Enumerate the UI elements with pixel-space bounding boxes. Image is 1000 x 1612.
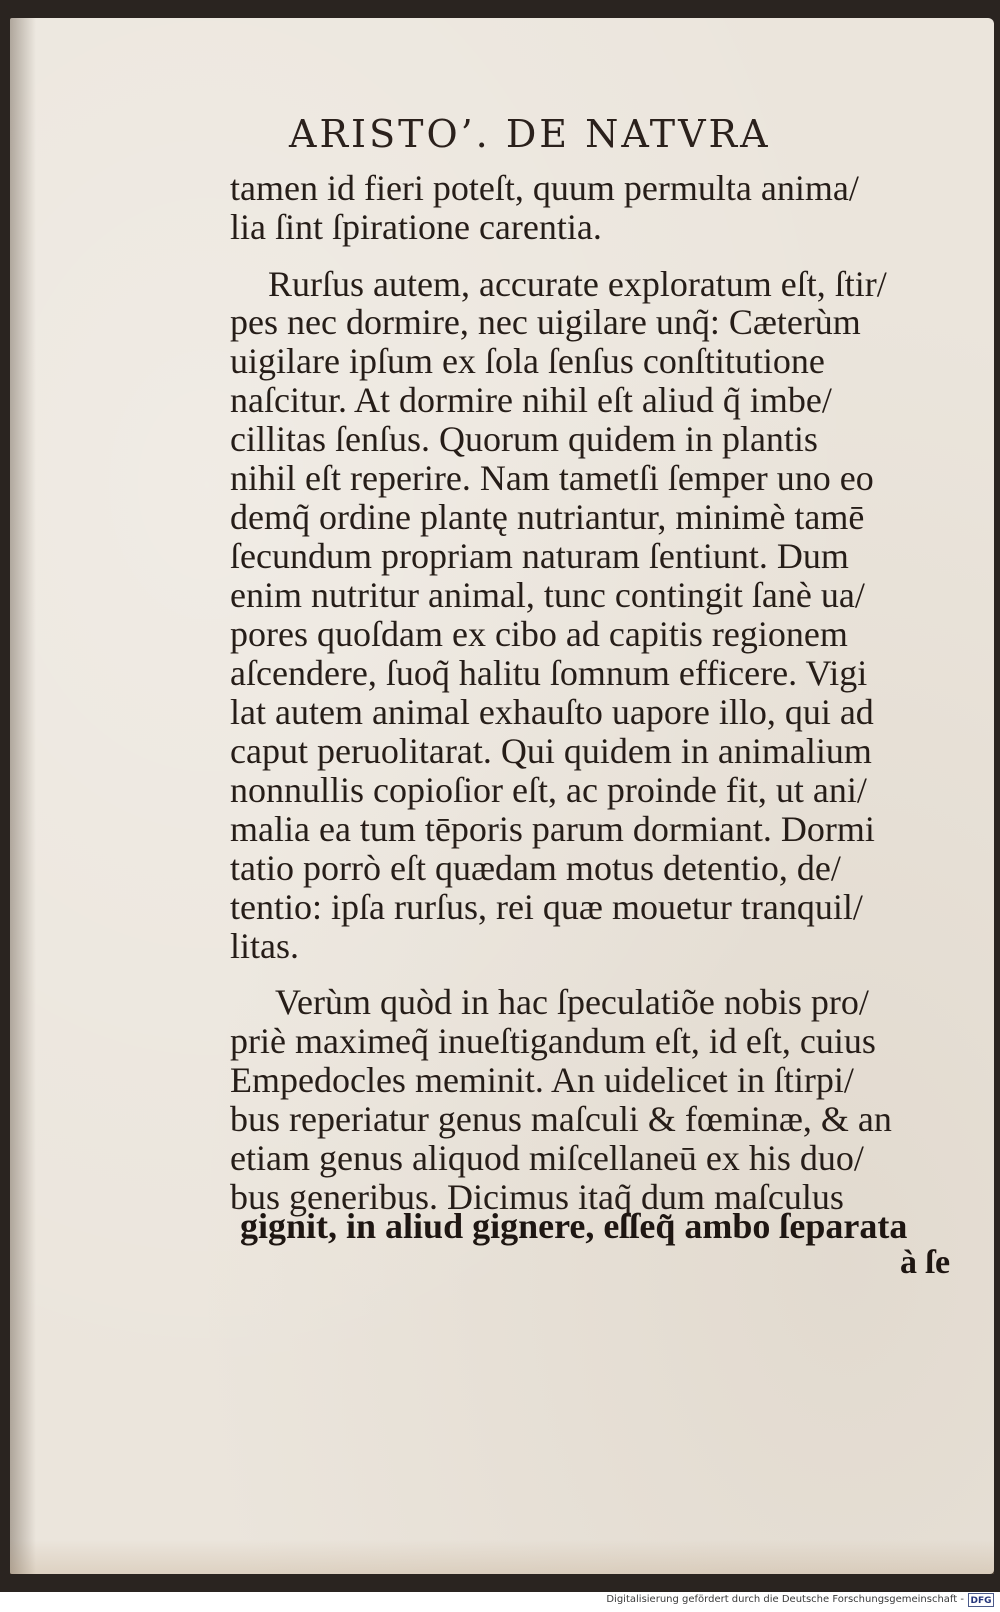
catchword: à ſe — [900, 1244, 951, 1281]
dfg-logo-icon: DFG — [968, 1593, 994, 1607]
text-line: etiam genus aliquod miſcellaneū ex his duo/ — [230, 1138, 864, 1178]
text-line: priè maximeq̃ inueſtigandum eſt, id eſt, cuius — [230, 1021, 876, 1061]
text-line: aſcendere, ſuoq̃ halitu ſomnum efficere. Vigi — [230, 653, 868, 693]
text-line: tamen id fieri poteſt, quum permulta anima/ — [230, 168, 859, 208]
text-line: malia ea tum tēporis parum dormiant. Dormi — [230, 809, 875, 849]
funding-credit: Digitalisierung gefördert durch die Deutsche Forschungsgemeinschaft - — [606, 1594, 964, 1605]
text-line: ſecundum propriam naturam ſentiunt. Dum — [230, 536, 849, 576]
text-line: demq̃ ordine plantę nutriantur, minimè tamē — [230, 497, 865, 537]
text-line: Verùm quòd in hac ſpeculatiõe nobis pro/ — [275, 982, 869, 1022]
text-line: pores quoſdam ex cibo ad capitis regionem — [230, 614, 848, 654]
text-line: nihil eſt reperire. Nam tametſi ſemper uno eo — [230, 458, 874, 498]
text-line: tentio: ipſa rurſus, rei quæ mouetur tranquil/ — [230, 887, 863, 927]
text-line: uigilare ipſum ex ſola ſenſus conſtitutione — [230, 341, 825, 381]
text-line: bus reperiatur genus maſculi & fœminæ, & an — [230, 1099, 892, 1139]
text-line: litas. — [230, 926, 299, 966]
text-line: enim nutritur animal, tunc contingit ſanè ua/ — [230, 575, 865, 615]
running-header: ARISTO’. DE NATVRA — [289, 112, 771, 156]
text-line: Rurſus autem, accurate exploratum eſt, ſtir/ — [268, 264, 887, 304]
text-line: tatio porrò eſt quædam motus detentio, de/ — [230, 848, 841, 888]
text-line: nonnullis copioſior eſt, ac proinde fit, ut ani/ — [230, 770, 867, 810]
text-line: pes nec dormire, nec uigilare unq̃: Cæterùm — [230, 302, 861, 342]
text-line: Empedocles meminit. An uidelicet in ſtirpi/ — [230, 1060, 854, 1100]
page-edge-stain — [10, 1540, 994, 1574]
gutter-shadow — [10, 18, 36, 1574]
text-line: cillitas ſenſus. Quorum quidem in plantis — [230, 419, 818, 459]
text-line: naſcitur. At dormire nihil eſt aliud q̃ imbe/ — [230, 380, 832, 420]
text-line: lia ſint ſpiratione carentia. — [230, 207, 602, 247]
text-line: lat autem animal exhauſto uapore illo, qui ad — [230, 692, 874, 732]
text-line: gignit, in aliud gignere, eſſeq̃ ambo ſeparata — [240, 1206, 908, 1246]
text-line: bus generibus. Dicimus itaq̃ dum maſculus — [230, 1177, 844, 1217]
text-line: caput peruolitarat. Qui quidem in animalium — [230, 731, 872, 771]
